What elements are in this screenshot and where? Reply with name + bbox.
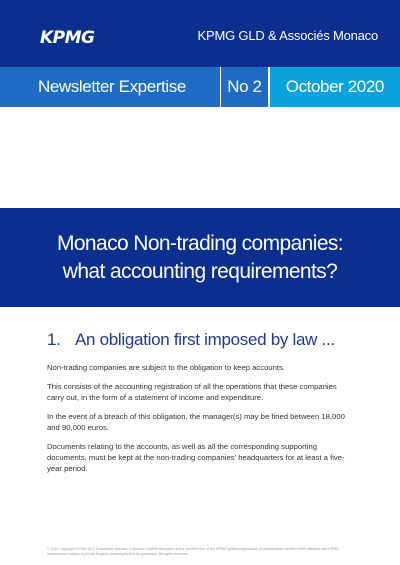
article-body [47,362,355,482]
paragraph: This consists of the accounting registration of all the operations that these companies carry out, in the form of a statement of income and expenditure. [47,382,337,402]
issue-date: October 2020 [285,77,384,96]
issue-number: No 2 [227,77,262,96]
firm-name: KPMG GLD & Associés Monaco [197,28,378,43]
section-title: An obligation first imposed by law ... [75,330,335,349]
hero-title-line-2: what accounting requirements? [62,259,338,283]
header-band [0,0,400,67]
copyright-footer: © 2020 Copyright KPMG GLD & Associés Monaco, a Monaco Société Anonyme and a member firm of the KPMG global organization of independent member firms affiliated with KPMG International Limited, a private English company limited by guarantee. All rights reserved. [47,547,340,556]
newsletter-title: Newsletter Expertise [38,77,186,96]
newsletter-info-band [0,67,400,107]
issue-number-cell [220,67,268,107]
paragraph: In the event of a breach of this obligation, the manager(s) may be fined between 18,000 and 90,000 euros. [47,412,345,432]
hero-banner [0,208,400,307]
section-number: 1. [47,330,61,349]
section-heading [47,330,335,350]
kpmg-logo: KPMG [40,28,95,48]
paragraph: Documents relating to the accounts, as well as all the corresponding supporting documents, must be kept at the non-trading companies' headquarters for at least a five-year period. [47,442,345,473]
paragraph: Non-trading companies are subject to the obligation to keep accounts. [47,363,286,372]
hero-title-line-1: Monaco Non-trading companies: [56,231,344,255]
newsletter-title-cell [0,67,220,107]
issue-date-cell [270,67,400,107]
